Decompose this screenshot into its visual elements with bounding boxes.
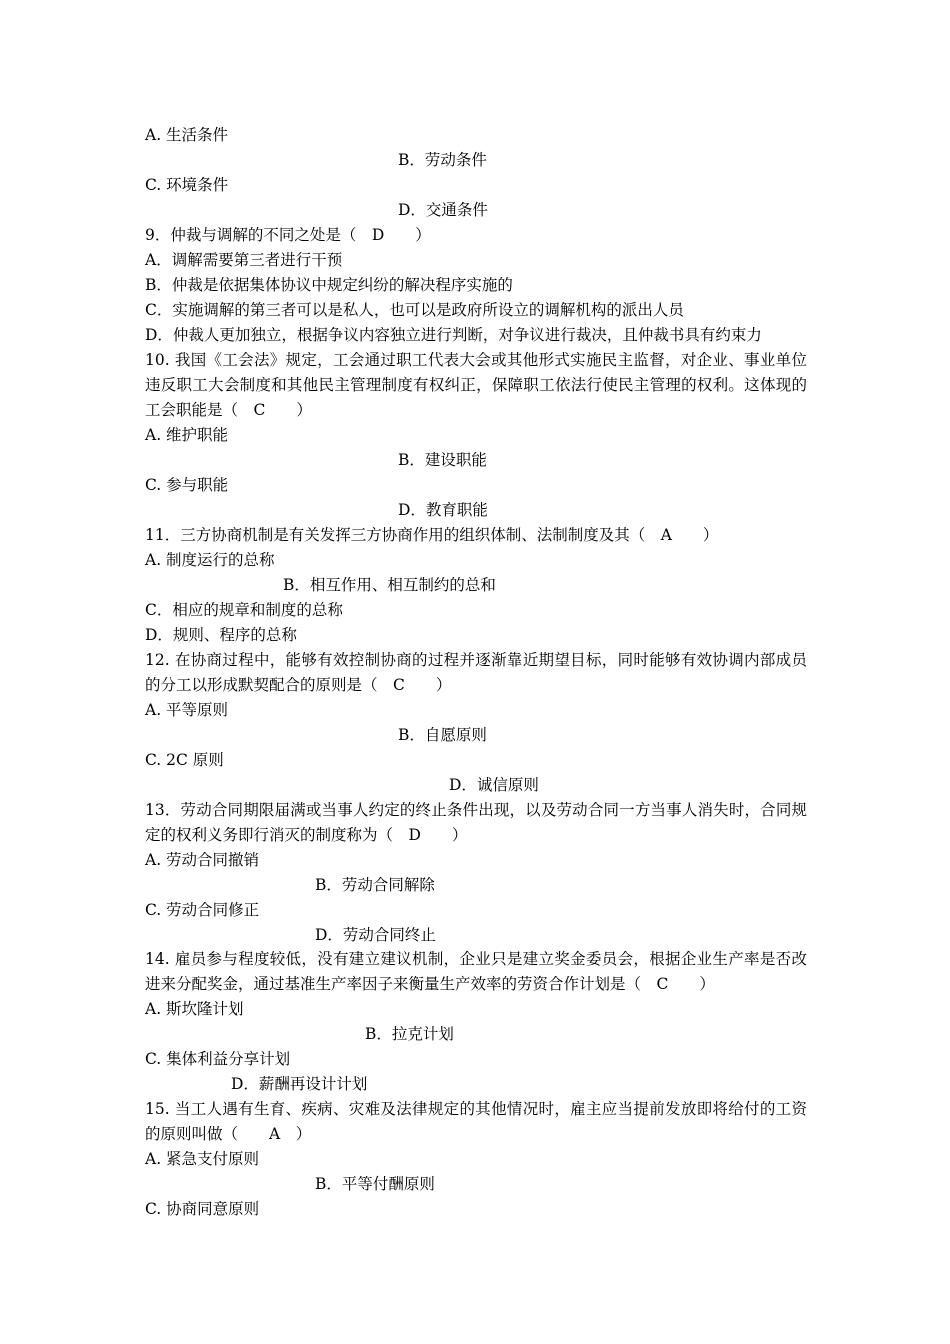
q11-option-a: A. 制度运行的总称 xyxy=(145,551,275,569)
q14-option-d: D．薪酬再设计计划 xyxy=(231,1075,368,1093)
q15-option-c: C. 协商同意原则 xyxy=(145,1200,260,1218)
q8-option-c: C. 环境条件 xyxy=(145,176,229,194)
q13-option-a: A. 劳动合同撤销 xyxy=(145,851,260,869)
q15-option-b: B．平等付酬原则 xyxy=(315,1175,435,1193)
q15-option-a: A. 紧急支付原则 xyxy=(145,1150,260,1168)
q9-option-c: C．实施调解的第三者可以是私人，也可以是政府所设立的调解机构的派出人员 xyxy=(145,301,684,319)
q14-option-b: B．拉克计划 xyxy=(365,1025,454,1043)
q9-question: 9．仲裁与调解的不同之处是（ D ） xyxy=(145,226,431,244)
q9-option-d: D．仲裁人更加独立，根据争议内容独立进行判断，对争议进行裁决，且仲裁书具有约束力 xyxy=(145,326,762,344)
q11-option-d: D．规则、程序的总称 xyxy=(145,626,297,644)
q10-option-d: D．教育职能 xyxy=(398,501,488,519)
q12-option-b: B．自愿原则 xyxy=(398,726,487,744)
q14-option-c: C. 集体利益分享计划 xyxy=(145,1050,291,1068)
q11-question: 11．三方协商机制是有关发挥三方协商作用的组织体制、法制制度及其（ A ） xyxy=(145,526,719,544)
q10-option-a: A. 维护职能 xyxy=(145,426,229,444)
q12-option-a: A. 平等原则 xyxy=(145,701,229,719)
q14-option-a: A. 斯坎隆计划 xyxy=(145,1000,244,1018)
q12-option-c: C. 2C 原则 xyxy=(145,751,224,769)
q12-question: 12. 在协商过程中，能够有效控制协商的过程并逐渐靠近期望目标，同时能够有效协调内部成员的分工以形成默契配合的原则是（ C ） xyxy=(145,651,807,694)
q10-option-c: C. 参与职能 xyxy=(145,476,229,494)
q14-question: 14. 雇员参与程度较低，没有建立建议机制，企业只是建立奖金委员会，根据企业生产率是否改进来分配奖金，通过基准生产率因子来衡量生产效率的劳资合作计划是（ C ） xyxy=(145,950,807,993)
q10-option-b: B．建设职能 xyxy=(398,451,487,469)
q13-option-c: C. 劳动合同修正 xyxy=(145,901,260,919)
q13-option-b: B．劳动合同解除 xyxy=(315,876,435,894)
q8-option-d: D．交通条件 xyxy=(398,201,488,219)
q11-option-c: C．相应的规章和制度的总称 xyxy=(145,601,343,619)
q8-option-a: A. 生活条件 xyxy=(145,126,229,144)
q13-option-d: D．劳动合同终止 xyxy=(315,926,436,944)
q9-option-b: B．仲裁是依据集体协议中规定纠纷的解决程序实施的 xyxy=(145,276,513,294)
q9-option-a: A．调解需要第三者进行干预 xyxy=(145,251,343,269)
q13-question: 13．劳动合同期限届满或当事人约定的终止条件出现，以及劳动合同一方当事人消失时，合同规定的权利义务即行消灭的制度称为（ D ） xyxy=(145,801,807,844)
q11-option-b: B．相互作用、相互制约的总和 xyxy=(283,576,496,594)
q15-question: 15. 当工人遇有生育、疾病、灾难及法律规定的其他情况时，雇主应当提前发放即将给付的工资的原则叫做（ A ） xyxy=(145,1100,807,1143)
q10-question: 10. 我国《工会法》规定，工会通过职工代表大会或其他形式实施民主监督，对企业、事业单位违反职工大会制度和其他民主管理制度有权纠正，保障职工依法行使民主管理的权利。这体现的工会职能是（ C ） xyxy=(145,351,807,419)
q12-option-d: D．诚信原则 xyxy=(449,776,539,794)
q8-option-b: B．劳动条件 xyxy=(398,151,487,169)
